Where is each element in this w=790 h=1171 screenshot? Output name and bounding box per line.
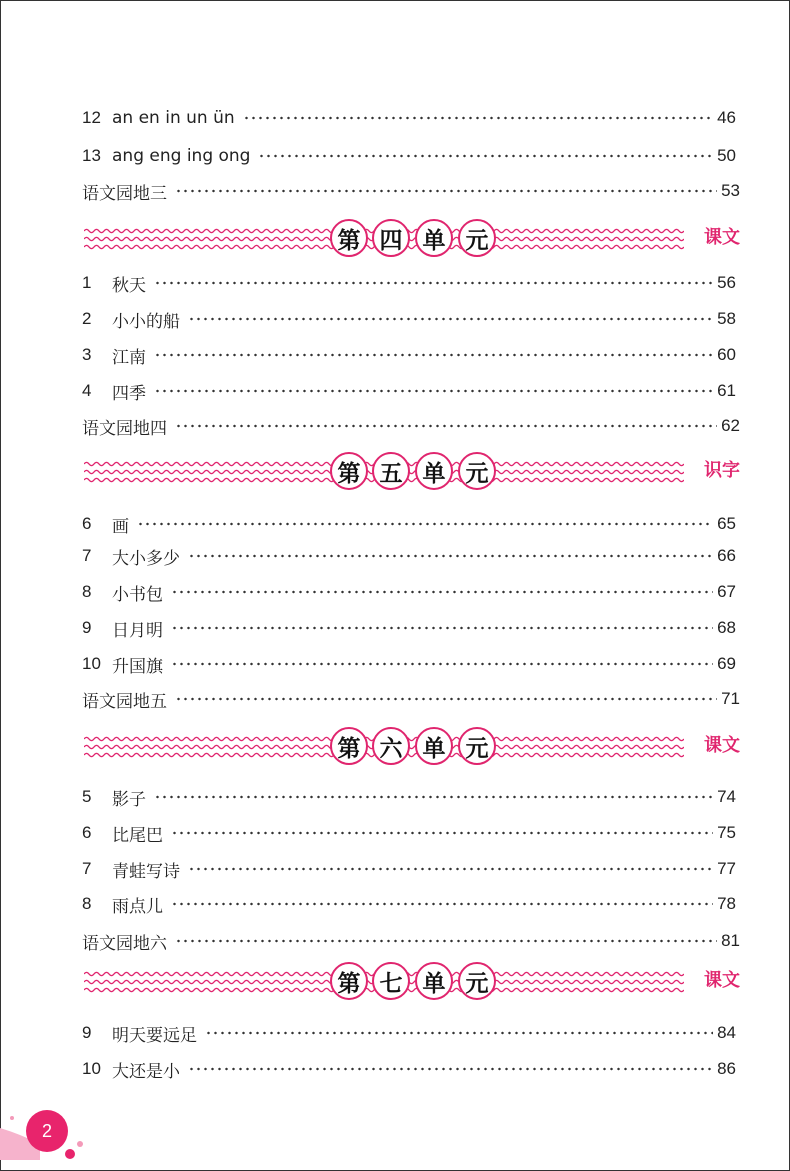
entry-page: 66 — [717, 546, 736, 565]
entry-page: 65 — [717, 514, 736, 533]
unit-title-char: 四 — [372, 219, 410, 257]
entry-number: 13 — [82, 146, 101, 165]
toc-entry[interactable] — [78, 889, 736, 919]
toc-entry[interactable] — [78, 268, 736, 298]
entry-page: 56 — [717, 273, 736, 292]
entry-number: 1 — [82, 273, 92, 292]
entry-title: 江南 — [112, 347, 146, 368]
toc-entry[interactable] — [78, 613, 736, 643]
dot-leader — [243, 116, 713, 120]
entry-title: 小小的船 — [112, 311, 180, 332]
unit-title-char: 五 — [372, 452, 410, 490]
dot-leader — [175, 189, 717, 193]
unit-title-char: 七 — [372, 962, 410, 1000]
entry-title: 小书包 — [112, 584, 163, 605]
toc-entry[interactable] — [78, 649, 736, 679]
entry-title: 秋天 — [112, 275, 146, 296]
toc-entry[interactable] — [78, 376, 736, 406]
unit-title-char: 单 — [415, 219, 453, 257]
unit-title-char: 单 — [415, 727, 453, 765]
entry-title: 明天要远足 — [112, 1025, 197, 1046]
entry-page: 81 — [721, 931, 740, 950]
dot-leader — [175, 697, 717, 701]
entry-page: 74 — [717, 787, 736, 806]
entry-page: 69 — [717, 654, 736, 673]
dot-leader — [171, 590, 713, 594]
entry-number: 9 — [82, 1023, 92, 1042]
entry-page: 75 — [717, 823, 736, 842]
entry-page: 58 — [717, 309, 736, 328]
entry-page: 50 — [717, 146, 736, 165]
entry-page: 67 — [717, 582, 736, 601]
toc-entry[interactable] — [82, 926, 740, 956]
unit-category-tag: 识字 — [700, 456, 744, 482]
dot-leader — [171, 626, 713, 630]
toc-entry[interactable] — [78, 541, 736, 571]
entry-number: 8 — [82, 582, 92, 601]
entry-title: an en in un ün — [112, 108, 235, 128]
toc-entry[interactable] — [82, 684, 740, 714]
entry-title: 语文园地六 — [82, 933, 167, 954]
entry-title: 雨点儿 — [112, 896, 163, 917]
entry-title: 比尾巴 — [112, 825, 163, 846]
unit-category-tag: 课文 — [700, 731, 744, 757]
unit-title-char: 第 — [330, 452, 368, 490]
unit-title-char: 元 — [458, 727, 496, 765]
unit-header — [84, 960, 744, 1010]
entry-number: 7 — [82, 859, 92, 878]
entry-title: 青蛙写诗 — [112, 861, 180, 882]
entry-number: 10 — [82, 1059, 101, 1078]
entry-page: 86 — [717, 1059, 736, 1078]
dot-leader — [154, 353, 713, 357]
entry-title: 日月明 — [112, 620, 163, 641]
toc-entry[interactable] — [78, 304, 736, 334]
entry-page: 78 — [717, 894, 736, 913]
toc-entry[interactable] — [82, 411, 740, 441]
dot-leader — [175, 424, 717, 428]
entry-title: 大还是小 — [112, 1061, 180, 1082]
toc-entry[interactable] — [82, 176, 740, 206]
toc-entry[interactable] — [78, 782, 736, 812]
entry-page: 60 — [717, 345, 736, 364]
unit-title-char: 第 — [330, 219, 368, 257]
toc-entry[interactable] — [78, 818, 736, 848]
entry-number: 6 — [82, 514, 92, 533]
entry-number: 3 — [82, 345, 92, 364]
dot-leader — [188, 1067, 713, 1071]
entry-number: 8 — [82, 894, 92, 913]
entry-title: 语文园地三 — [82, 183, 167, 204]
toc-entry[interactable] — [78, 854, 736, 884]
unit-title-char: 元 — [458, 452, 496, 490]
unit-header — [84, 725, 744, 775]
entry-title: 语文园地五 — [82, 691, 167, 712]
entry-number: 2 — [82, 309, 92, 328]
entry-page: 46 — [717, 108, 736, 127]
unit-title-char: 元 — [458, 219, 496, 257]
toc-entry[interactable] — [78, 103, 736, 133]
dot-leader — [171, 902, 713, 906]
entry-number: 12 — [82, 108, 101, 127]
entry-number: 5 — [82, 787, 92, 806]
toc-entry[interactable] — [78, 1018, 736, 1048]
unit-category-tag: 课文 — [700, 966, 744, 992]
page-number: 2 — [26, 1110, 68, 1152]
unit-header — [84, 450, 744, 500]
unit-category-tag: 课文 — [700, 223, 744, 249]
entry-page: 77 — [717, 859, 736, 878]
entry-number: 4 — [82, 381, 92, 400]
dot-leader — [154, 281, 713, 285]
entry-page: 62 — [721, 416, 740, 435]
toc-entry[interactable] — [78, 577, 736, 607]
unit-title-char: 六 — [372, 727, 410, 765]
dot-leader — [188, 867, 713, 871]
dot-leader — [258, 154, 713, 158]
entry-number: 10 — [82, 654, 101, 673]
unit-title-char: 第 — [330, 727, 368, 765]
entry-title: 语文园地四 — [82, 418, 167, 439]
unit-title-char: 第 — [330, 962, 368, 1000]
unit-header — [84, 217, 744, 267]
entry-page: 61 — [717, 381, 736, 400]
entry-title: 大小多少 — [112, 548, 180, 569]
entry-number: 6 — [82, 823, 92, 842]
toc-entry[interactable] — [78, 141, 736, 171]
unit-title-char: 单 — [415, 452, 453, 490]
toc-entry[interactable] — [78, 509, 736, 539]
dot-leader — [171, 831, 713, 835]
entry-title: 画 — [112, 516, 129, 537]
entry-title: 影子 — [112, 789, 146, 810]
entry-number: 9 — [82, 618, 92, 637]
entry-page: 53 — [721, 181, 740, 200]
entry-title: 四季 — [112, 383, 146, 404]
unit-title-char: 元 — [458, 962, 496, 1000]
toc-entry[interactable] — [78, 340, 736, 370]
dot-leader — [171, 662, 713, 666]
entry-title: 升国旗 — [112, 656, 163, 677]
entry-page: 71 — [721, 689, 740, 708]
dot-leader — [188, 554, 713, 558]
dot-leader — [154, 389, 713, 393]
dot-leader — [175, 939, 717, 943]
dot-leader — [154, 795, 713, 799]
entry-title: ang eng ing ong — [112, 146, 251, 166]
toc-entry[interactable] — [78, 1054, 736, 1084]
entry-number: 7 — [82, 546, 92, 565]
unit-title-char: 单 — [415, 962, 453, 1000]
dot-leader — [205, 1031, 713, 1035]
entry-page: 84 — [717, 1023, 736, 1042]
dot-leader — [188, 317, 713, 321]
entry-page: 68 — [717, 618, 736, 637]
dot-leader — [137, 522, 713, 526]
